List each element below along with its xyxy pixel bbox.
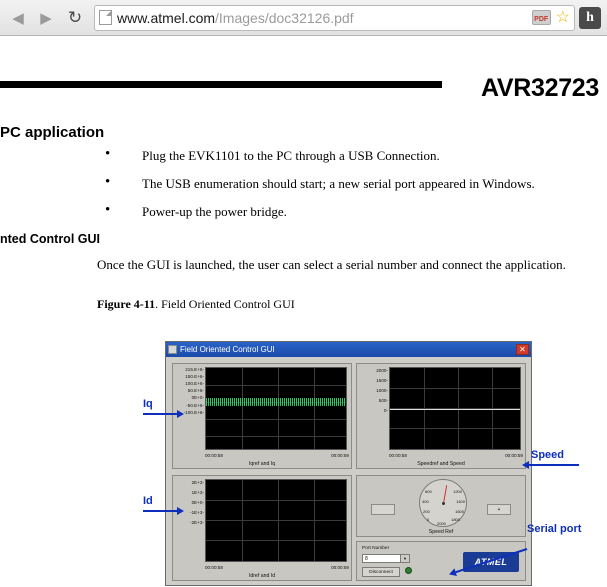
chart-speedref-speed xyxy=(356,363,526,469)
chart-iqref-iq-x-axis xyxy=(173,453,351,458)
reload-icon[interactable]: ↻ xyxy=(67,7,83,27)
y-tick: -100.E+6- xyxy=(183,409,204,415)
pdf-page xyxy=(0,36,607,579)
y-tick: 500- xyxy=(378,398,388,404)
gauge-tick: 1800 xyxy=(451,517,460,522)
figure-caption-text: . Field Oriented Control GUI xyxy=(155,297,295,311)
x-tick: 00:00:59 xyxy=(331,453,349,458)
speed-decrease-button[interactable] xyxy=(371,504,395,515)
speed-ref-gauge[interactable] xyxy=(419,479,467,527)
y-tick: -50.E+6- xyxy=(186,402,204,408)
y-tick: 2E+3- xyxy=(191,480,204,485)
gauge-tick: 600 xyxy=(425,489,432,494)
y-tick: 0E+0- xyxy=(191,395,204,401)
gauge-hub xyxy=(442,502,445,505)
gauge-tick: 200 xyxy=(423,509,430,514)
y-tick: 1000- xyxy=(376,388,388,394)
x-tick: 00:00:58 xyxy=(205,453,223,458)
chart-iqref-iq-canvas xyxy=(205,367,347,450)
gauge-tick: 400 xyxy=(422,499,429,504)
chart-idref-id-x-axis xyxy=(173,565,351,570)
annotation-iq-label: Iq xyxy=(143,398,153,410)
gui-titlebar xyxy=(166,342,531,357)
y-tick: 50.E+6- xyxy=(187,388,204,394)
annotation-speed-label: Speed xyxy=(531,449,565,461)
y-tick: 0- xyxy=(383,408,388,414)
serial-port-panel xyxy=(356,541,526,581)
forward-arrow-icon[interactable]: ▶ xyxy=(40,9,52,27)
body-paragraph: Once the GUI is launched, the user can select a serial number and connect the application. xyxy=(97,257,566,272)
annotation-iq-arrow xyxy=(143,413,177,415)
annotation-id-arrow xyxy=(143,510,177,512)
list-item: • Power-up the power bridge. xyxy=(105,204,585,220)
port-number-value: 8 xyxy=(365,555,368,562)
chart-iqref-iq-title: Iqref and Iq xyxy=(248,461,276,467)
gui-window-title: Field Oriented Control GUI xyxy=(180,345,275,354)
x-tick: 00:00:59 xyxy=(331,565,349,570)
chart-idref-id-title: Idref and Id xyxy=(248,573,276,579)
disconnect-button[interactable]: Disconnect xyxy=(362,567,400,577)
y-tick: 150.E+6- xyxy=(185,374,204,380)
gui-body xyxy=(166,357,531,587)
header-rule xyxy=(0,81,442,88)
y-tick: -1E+3- xyxy=(190,510,204,516)
annotation-serial-port-label: Serial port xyxy=(527,523,582,535)
figure-label: Figure 4-11 xyxy=(97,297,156,311)
avatar[interactable]: h xyxy=(579,7,601,29)
annotation-speed-arrow xyxy=(529,464,579,466)
y-tick: -2E+3- xyxy=(190,520,204,526)
bullet-list xyxy=(105,148,585,232)
figure-caption xyxy=(97,297,295,312)
bookmark-star-icon[interactable]: ☆ xyxy=(555,8,570,26)
page-document-icon xyxy=(99,10,112,25)
speed-ref-panel xyxy=(356,475,526,537)
page-title: AVR32723 xyxy=(480,74,599,102)
gauge-tick: 0 xyxy=(427,517,430,522)
address-bar[interactable] xyxy=(94,5,575,31)
back-arrow-icon[interactable]: ◀ xyxy=(12,9,24,27)
chart-iqref-iq xyxy=(172,363,352,469)
list-item: • The USB enumeration should start; a new serial port appeared in Windows. xyxy=(105,176,585,192)
port-number-label: Port Number xyxy=(362,546,390,551)
chart-speedref-speed-canvas xyxy=(389,367,521,450)
chart-speedref-speed-title: Speedref and Speed xyxy=(417,461,465,467)
chart-iqref-iq-y-axis xyxy=(174,366,204,416)
chart-speedref-speed-x-axis xyxy=(357,453,525,458)
url-text xyxy=(117,10,527,26)
series-speed xyxy=(390,409,520,410)
list-item: • Plug the EVK1101 to the PC through a USB Connection. xyxy=(105,148,585,164)
gauge-needle xyxy=(443,485,447,503)
gauge-tick: 1600 xyxy=(455,509,464,514)
chart-speedref-speed-y-axis xyxy=(358,366,388,416)
pdf-badge-icon[interactable]: PDF xyxy=(532,10,551,25)
gauge-tick: 1200 xyxy=(453,489,462,494)
annotation-id-label: Id xyxy=(143,495,153,507)
chart-idref-id xyxy=(172,475,352,581)
close-icon[interactable]: ✕ xyxy=(516,344,529,355)
browser-toolbar xyxy=(0,0,607,36)
speed-increase-button[interactable]: + xyxy=(487,504,511,515)
app-icon xyxy=(168,345,177,354)
gauge-tick: 2000 xyxy=(437,521,446,526)
y-tick: 215.E+6- xyxy=(185,367,204,372)
x-tick: 00:00:58 xyxy=(389,453,407,458)
url-path: /Images/doc32126.pdf xyxy=(215,9,354,26)
x-tick: 00:00:59 xyxy=(505,453,523,458)
speed-ref-label: Speed Ref xyxy=(428,529,454,535)
atmel-logo: ATMEL xyxy=(463,552,519,572)
x-tick: 00:00:58 xyxy=(205,565,223,570)
y-tick: 1500- xyxy=(376,378,388,384)
port-number-select[interactable] xyxy=(362,554,410,563)
url-host: www.atmel.com xyxy=(117,9,216,26)
sub-heading: nted Control GUI xyxy=(0,232,100,246)
gui-window xyxy=(165,341,532,586)
chevron-down-icon[interactable]: ▼ xyxy=(400,555,409,562)
section-heading: PC application xyxy=(0,124,105,141)
y-tick: 1E+3- xyxy=(191,490,204,496)
gauge-tick: 1400 xyxy=(456,499,465,504)
y-tick: 100.E+6- xyxy=(185,381,204,387)
y-tick: 2000- xyxy=(376,368,388,373)
series-iq xyxy=(206,398,346,406)
connection-status-led xyxy=(405,567,412,574)
y-tick: 0E+0- xyxy=(191,500,204,506)
chart-idref-id-y-axis xyxy=(174,478,204,528)
